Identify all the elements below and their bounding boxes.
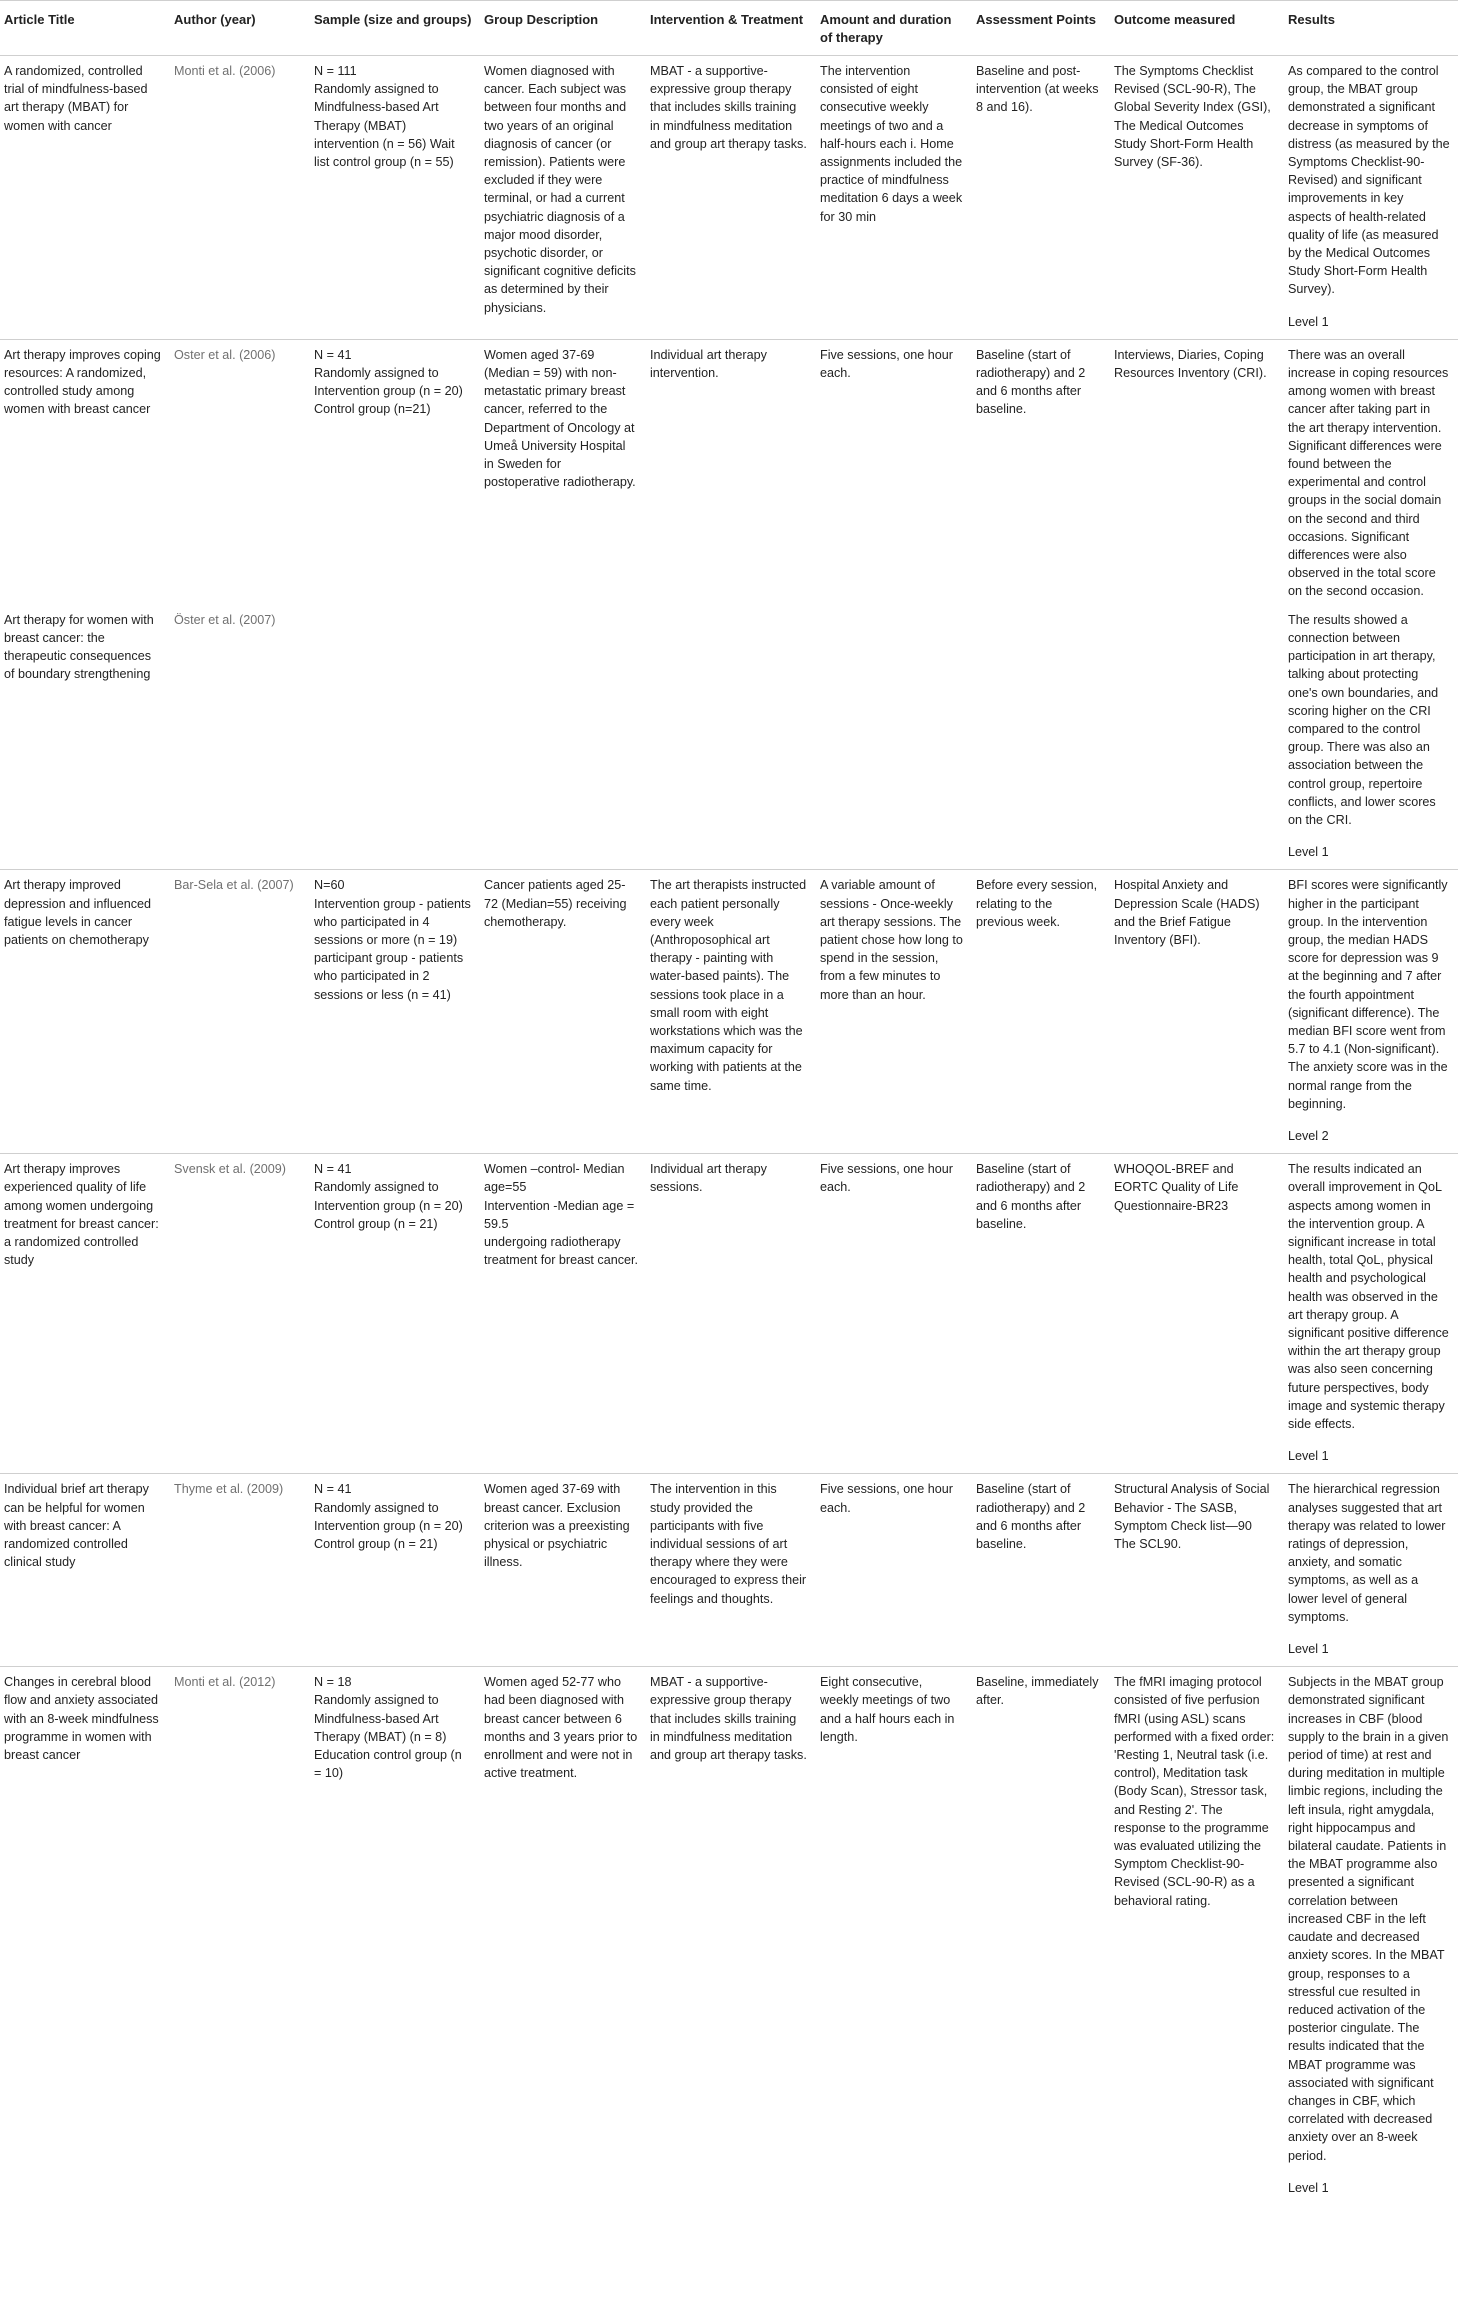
results xyxy=(1284,870,1458,1154)
evidence-level: Level 1 xyxy=(1288,314,1329,329)
article-title: A randomized, controlled trial of mindfulness-based art therapy (MBAT) for women with cancer xyxy=(0,56,170,340)
group-intervention: Intervention -Median age = 59.5 xyxy=(484,1198,635,1231)
group-description: Cancer patients aged 25-72 (Median=55) receiving chemotherapy. xyxy=(480,870,646,1154)
assessment-points: Before every session, relating to the previous week. xyxy=(972,870,1110,1154)
article-title: Art therapy improves experienced quality of life among women undergoing treatment for breast cancer: a randomized controlled study xyxy=(0,1154,170,1474)
amount-duration: Five sessions, one hour each. xyxy=(816,1154,972,1474)
results-text: The results indicated an overall improvement in QoL aspects among women in the intervention group. A significant increase in total health, total QoL, physical health and psychological health was observed in the art therapy group. A significant positive difference within the art therapy group was also seen concerning future perspectives, body image and systemic therapy side effects. xyxy=(1288,1162,1449,1432)
results-text: Subjects in the MBAT group demonstrated significant increases in CBF (blood supply to the brain in a given period of time) at rest and during meditation in multiple limbic regions, including the left insula, right amygdala, right hippocampus and bilateral caudate. Patients in the MBAT programme also presented a significant correlation between increased CBF in the left caudate and decreased anxiety scores. In the MBAT group, responses to a stressful cue resulted in reduced activation of the posterior cingulate. The results indicated that the MBAT programme was associated with significant changes in CBF, which correlated with decreased anxiety over an 8-week period. xyxy=(1288,1675,1449,2163)
sample-size: N = 18 xyxy=(314,1675,352,1690)
header-article-title: Article Title xyxy=(0,1,170,56)
table-row xyxy=(0,1474,1458,1667)
amount-duration: Five sessions, one hour each. xyxy=(816,1474,972,1667)
header-outcome-measured: Outcome measured xyxy=(1110,1,1284,56)
header-amount-duration: Amount and duration of therapy xyxy=(816,1,972,56)
results xyxy=(1284,605,1458,870)
sample-groups: Randomly assigned to Mindfulness-based Art Therapy (MBAT) intervention (n = 56) Wait list control group (n = 55) xyxy=(314,82,455,170)
results-text: As compared to the control group, the MBAT group demonstrated a significant decrease in symptoms of distress (as measured by the Symptoms Checklist-90-Revised) and significant improvements in key aspects of health-related quality of life (as measured by the Medical Outcomes Study Short-Form Health Survey). xyxy=(1288,64,1450,297)
article-title: Individual brief art therapy can be helpful for women with breast cancer: A randomized controlled clinical study xyxy=(0,1474,170,1667)
header-assessment-points: Assessment Points xyxy=(972,1,1110,56)
header-author-year: Author (year) xyxy=(170,1,310,56)
header-sample: Sample (size and groups) xyxy=(310,1,480,56)
author-year: Bar-Sela et al. (2007) xyxy=(170,870,310,1154)
sample xyxy=(310,1667,480,2201)
author-year: Oster et al. (2006) xyxy=(174,347,276,362)
assessment-points: Baseline and post-intervention (at weeks 8 and 16). xyxy=(972,56,1110,340)
results xyxy=(1284,1154,1458,1474)
assessment-points: Baseline, immediately after. xyxy=(976,1675,1099,1708)
intervention: The intervention in this study provided the participants with five individual sessions of art therapy where they were encouraged to express their feelings and thoughts. xyxy=(646,1474,816,1667)
amount-duration: Eight consecutive, weekly meetings of two and a half hours each in length. xyxy=(820,1675,955,1744)
assessment-points: Baseline (start of radiotherapy) and 2 and 6 months after baseline. xyxy=(972,1154,1110,1474)
outcome-measured: Interviews, Diaries, Coping Resources Inventory (CRI). xyxy=(1110,339,1284,869)
table-row xyxy=(0,870,1458,1154)
sample-size: N = 41 xyxy=(314,1162,352,1177)
results-text: There was an overall increase in coping resources among women with breast cancer after taking part in the art therapy intervention. Significant differences were found between the experimental and control groups in the social domain on the second and third occasions. Significant differences were also observed in the total score on the second occasion. xyxy=(1288,347,1449,599)
header-results: Results xyxy=(1284,1,1458,56)
evidence-level: Level 2 xyxy=(1288,1128,1329,1143)
group-control: Women –control- Median age=55 xyxy=(484,1162,625,1195)
amount-duration: A variable amount of sessions - Once-weekly art therapy sessions. The patient chose how long to spend in the session, from a few minutes to more than an hour. xyxy=(816,870,972,1154)
author-year: Thyme et al. (2009) xyxy=(170,1474,310,1667)
article-title: Changes in cerebral blood flow and anxiety associated with an 8-week mindfulness programme in women with breast cancer xyxy=(4,1675,159,1763)
sample xyxy=(310,56,480,340)
outcome-measured: The Symptoms Checklist Revised (SCL-90-R), The Global Severity Index (GSI), The Medical Outcomes Study Short-Form Health Survey (SF-36). xyxy=(1110,56,1284,340)
results xyxy=(1284,339,1458,604)
outcome-measured: The fMRI imaging protocol consisted of five perfusion fMRI (using ASL) scans performed with a fixed order: 'Resting 1, Neutral task (i.e. control), Meditation task (Body Scan), Stressor task, and Resting 2'. The response to the programme was evaluated utilizing the Symptom Checklist-90-Revised (SCL-90-R) as a behavioral rating. xyxy=(1114,1675,1275,1908)
sample-groups: Randomly assigned to Intervention group (n = 20) Control group (n = 21) xyxy=(314,1500,463,1552)
sample-size: N = 41 xyxy=(314,1482,352,1497)
group-description: Women aged 37-69 (Median = 59) with non-metastatic primary breast cancer, referred to the Department of Oncology at Umeå University Hospital in Sweden for postoperative radiotherapy. xyxy=(480,339,646,869)
sample-size: N=60 xyxy=(314,878,345,893)
outcome-measured: Hospital Anxiety and Depression Scale (HADS) and the Brief Fatigue Inventory (BFI). xyxy=(1110,870,1284,1154)
evidence-level: Level 1 xyxy=(1288,845,1329,860)
table-row xyxy=(0,56,1458,340)
intervention: MBAT - a supportive-expressive group therapy that includes skills training in mindfulness meditation and group art therapy tasks. xyxy=(646,56,816,340)
group-treatment: undergoing radiotherapy treatment for breast cancer. xyxy=(484,1234,638,1268)
results xyxy=(1284,56,1458,340)
table-row xyxy=(0,1154,1458,1474)
sample-size: N = 111 xyxy=(314,64,357,78)
header-group-description: Group Description xyxy=(480,1,646,56)
sample-groups: Randomly assigned to Intervention group (n = 20) Control group (n=21) xyxy=(314,366,463,417)
intervention: MBAT - a supportive-expressive group therapy that includes skills training in mindfulness meditation and group art therapy tasks. xyxy=(650,1675,807,1763)
article-title: Art therapy for women with breast cancer: the therapeutic consequences of boundary strengthening xyxy=(0,605,170,870)
evidence-level: Level 1 xyxy=(1288,1642,1329,1657)
sample xyxy=(310,339,480,869)
amount-duration: Five sessions, one hour each. xyxy=(816,339,972,869)
author-year: Öster et al. (2007) xyxy=(170,605,310,870)
sample xyxy=(310,1474,480,1667)
group-description: Women diagnosed with cancer. Each subject was between four months and two years of an original diagnosis of cancer (or remission). Patients were excluded if they were terminal, or had a current psychiatric diagnosis of a major mood disorder, psychotic disorder, or significant cognitive deficits as determined by their physicians. xyxy=(480,56,646,340)
sample xyxy=(310,1154,480,1474)
evidence-level: Level 1 xyxy=(1288,2180,1329,2195)
intervention: The art therapists instructed each patient personally every week (Anthroposophical art therapy - painting with water-based paints). The sessions took place in a small room with eight workstations which was the maximum capacity for working with patients at the same time. xyxy=(646,870,816,1154)
results-text: The hierarchical regression analyses suggested that art therapy was related to lower ratings of depression, anxiety, and somatic symptoms, as well as a lower level of general symptoms. xyxy=(1288,1482,1446,1624)
author-year: Monti et al. (2012) xyxy=(174,1675,276,1690)
header-intervention: Intervention & Treatment xyxy=(646,1,816,56)
article-title: Art therapy improves coping resources: A randomized, controlled study among women with breast cancer xyxy=(4,347,161,417)
results-text: The results showed a connection between participation in art therapy, talking about protecting one's own boundaries, and scoring higher on the CRI compared to the control group. There was also an association between the control group, repertoire conflicts, and lower scores on the CRI. xyxy=(1288,612,1439,827)
sample-groups: Randomly assigned to Mindfulness-based Art Therapy (MBAT) (n = 8) Education control group (n = 10) xyxy=(314,1693,462,1781)
group-description xyxy=(480,1154,646,1474)
group-description: Women aged 52-77 who had been diagnosed with breast cancer between 6 months and 3 years prior to enrollment and were not in active treatment. xyxy=(484,1675,638,1781)
sample-groups: Intervention group - patients who participated in 4 sessions or more (n = 19) participant group - patients who participated in 2 sessions or less (n = 41) xyxy=(314,896,471,1002)
header-row xyxy=(0,1,1458,56)
group-description: Women aged 37-69 with breast cancer. Exclusion criterion was a preexisting physical or psychiatric illness. xyxy=(480,1474,646,1667)
article-title: Art therapy improved depression and influenced fatigue levels in cancer patients on chemotherapy xyxy=(0,870,170,1154)
table-row xyxy=(0,1667,1458,2201)
sample-size: N = 41 xyxy=(314,347,352,362)
results xyxy=(1284,1474,1458,1667)
intervention: Individual art therapy sessions. xyxy=(646,1154,816,1474)
assessment-points: Baseline (start of radiotherapy) and 2 and 6 months after baseline. xyxy=(972,1474,1110,1667)
results xyxy=(1284,1667,1458,2201)
author-year: Monti et al. (2006) xyxy=(170,56,310,340)
amount-duration: The intervention consisted of eight consecutive weekly meetings of two and a half-hours each i. Home assignments included the practice of mindfulness meditation 6 days a week for 30 min xyxy=(816,56,972,340)
sample xyxy=(310,870,480,1154)
outcome-measured: Structural Analysis of Social Behavior - The SASB, Symptom Check list—90 The SCL90. xyxy=(1110,1474,1284,1667)
evidence-level: Level 1 xyxy=(1288,1449,1329,1464)
assessment-points: Baseline (start of radiotherapy) and 2 and 6 months after baseline. xyxy=(972,339,1110,869)
outcome-measured: WHOQOL-BREF and EORTC Quality of Life Questionnaire-BR23 xyxy=(1110,1154,1284,1474)
results-text: BFI scores were significantly higher in the participant group. In the intervention group, the median HADS score for depression was 9 at the beginning and 7 after the fourth appointment (significant difference). The median BFI score went from 5.7 to 4.1 (Non-significant). The anxiety score was in the normal range from the beginning. xyxy=(1288,878,1448,1111)
table-row xyxy=(0,339,1458,604)
sample-groups: Randomly assigned to Intervention group (n = 20) Control group (n = 21) xyxy=(314,1180,463,1231)
intervention: Individual art therapy intervention. xyxy=(646,339,816,869)
author-year: Svensk et al. (2009) xyxy=(170,1154,310,1474)
